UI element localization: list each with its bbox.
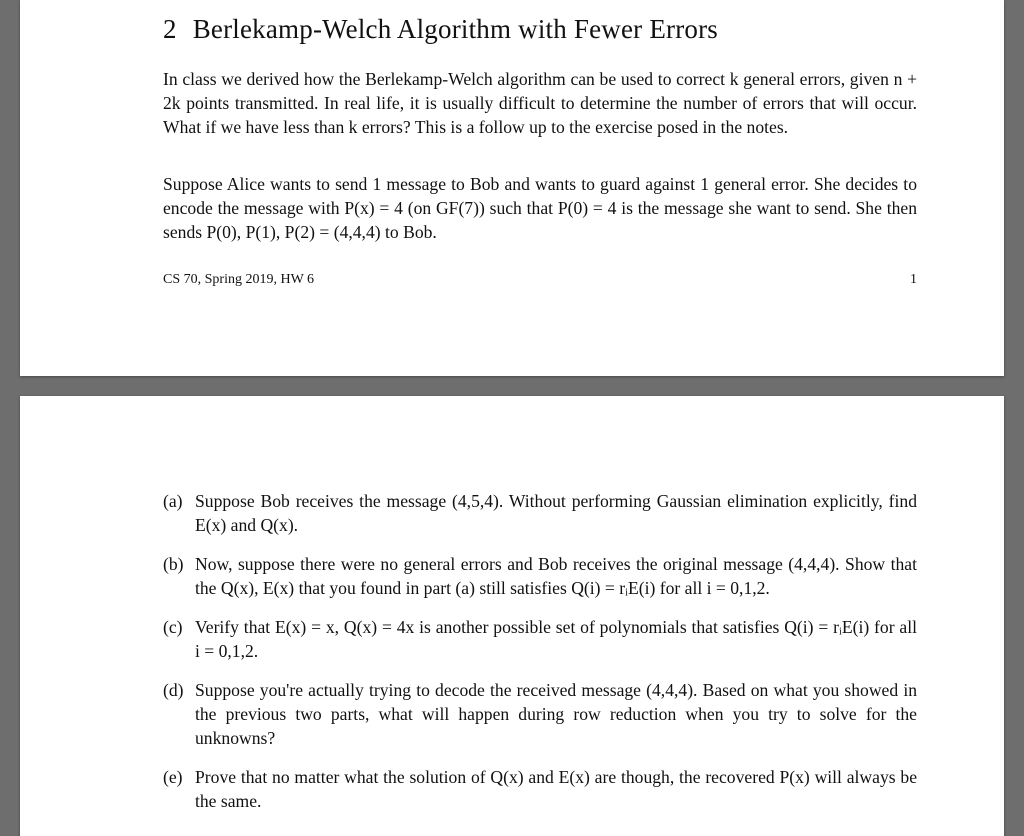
section-heading bbox=[163, 14, 718, 45]
pdf-page-2 bbox=[20, 396, 1004, 836]
part-text: Verify that E(x) = x, Q(x) = 4x is another possible set of polynomials that satisfies Q(i) = rᵢE(i) for all i = 0,1,2. bbox=[195, 617, 917, 661]
footer-page-number: 1 bbox=[910, 272, 917, 287]
setup-paragraph: Suppose Alice wants to send 1 message to Bob and wants to guard against 1 general error. She decides to encode the message with P(x) = 4 (on GF(7)) such that P(0) = 4 is the message she want to send. She then sends P(0), P(1), P(2) = (4,4,4) to Bob. bbox=[163, 174, 917, 242]
part-text: Suppose Bob receives the message (4,5,4). Without performing Gaussian elimination explicitly, find E(x) and Q(x). bbox=[195, 491, 917, 535]
part-label: (b) bbox=[163, 554, 184, 574]
question-part-a bbox=[163, 489, 917, 537]
part-label: (a) bbox=[163, 491, 183, 511]
intro-paragraph: In class we derived how the Berlekamp-Welch algorithm can be used to correct k general errors, given n + 2k points transmitted. In real life, it is usually difficult to determine the number of errors that will occur. What if we have less than k errors? This is a follow up to the exercise posed in the notes. bbox=[163, 69, 917, 137]
footer-course: CS 70, Spring 2019, HW 6 bbox=[163, 272, 315, 287]
section-title: Berlekamp-Welch Algorithm with Fewer Errors bbox=[192, 14, 718, 44]
part-text: Suppose you're actually trying to decode the received message (4,4,4). Based on what you showed in the previous two parts, what will happen during row reduction when you try to solve for the unknowns? bbox=[195, 680, 917, 748]
part-label: (e) bbox=[163, 767, 183, 787]
part-label: (c) bbox=[163, 617, 183, 637]
part-text: Now, suppose there were no general errors and Bob receives the original message (4,4,4). Show that the Q(x), E(x) that you found in part (a) still satisfies Q(i) = rᵢE(i) for all i = 0,1,2. bbox=[195, 554, 917, 598]
question-part-c bbox=[163, 615, 917, 663]
pdf-page-1 bbox=[20, 0, 1004, 376]
part-text: Prove that no matter what the solution of Q(x) and E(x) are though, the recovered P(x) will always be the same. bbox=[195, 767, 917, 811]
part-label: (d) bbox=[163, 680, 184, 700]
page-footer bbox=[163, 272, 917, 288]
question-part-b bbox=[163, 552, 917, 600]
question-parts-list bbox=[163, 489, 917, 828]
section-number: 2 bbox=[163, 14, 177, 44]
question-part-e bbox=[163, 765, 917, 813]
question-part-d bbox=[163, 678, 917, 750]
